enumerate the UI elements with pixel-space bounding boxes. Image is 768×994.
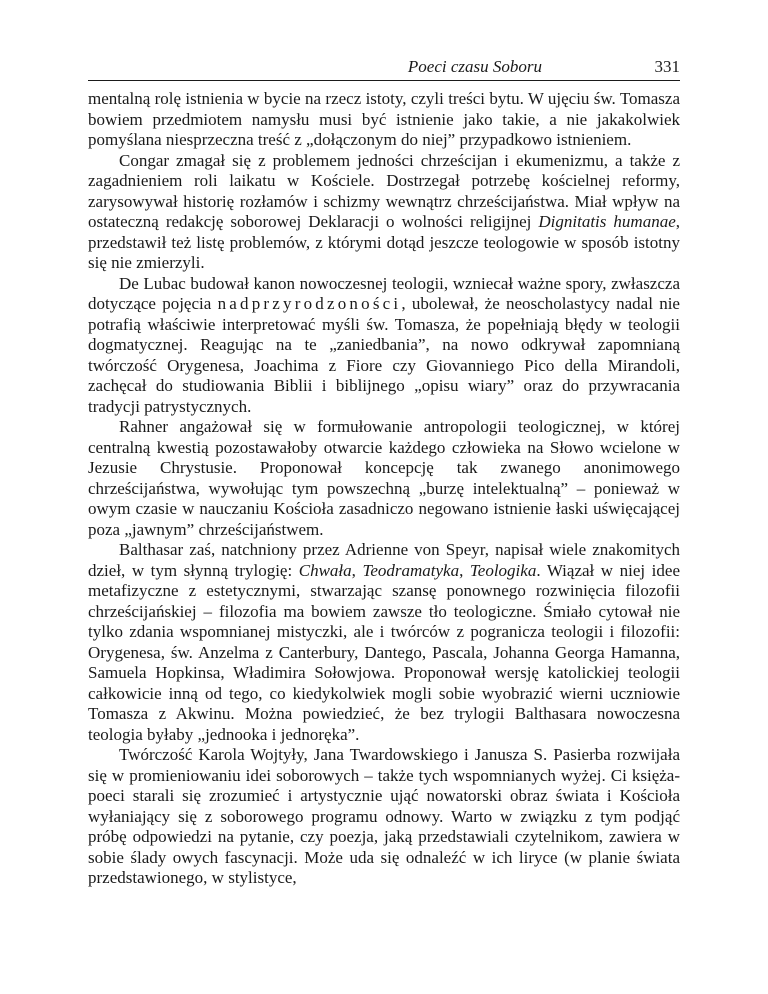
italic-title: Teologika [469,560,537,580]
paragraph [88,540,680,745]
body-text [88,89,680,889]
text-run: Rahner angażował się w formułowanie antropologii teologicznej, w której centralną kwestią pozostawałoby otwarcie każdego człowieka na Słowo wcielone w Jezusie Chrystusie. Proponował koncepcję tak zwanego anonimowego chrześcijaństwa, wywołując tym powszechną „burzę intelektualną” – ponieważ w owym czasie w nauczaniu Kościoła zasadniczo negowano istnienie łaski uświęcającej poza „jawnym” chrześcijaństwem. [88,417,680,539]
paragraph [88,745,680,889]
running-title: Poeci czasu Soboru [407,57,542,76]
paragraph [88,274,680,418]
italic-title: Dignitatis humanae [538,212,676,231]
italic-title: Teodramatyka [362,560,460,580]
text-run: , ubolewał, że neoscholastycy nadal nie potrafią właściwie interpretować myśli św. Tomasza, że popełniają błędy w teologii dogmatycznej. Reagując na te „zaniedbania”, na nowo odkrywał zapomnianą twórczość Orygenesa, Joachima z Fiore czy Giovanniego Pico della Mirandoli, zachęcał do studiowania Biblii i biblijnego „opisu wiary” oraz do przywracania tradycji patrystycznych. [88,294,680,416]
paragraph [88,89,680,151]
text-run: Balthasar zaś, natchniony przez Adrienne von Speyr, napisał wiele znakomitych dzieł, w tym słynną trylogię: [88,540,680,580]
spaced-term: nadprzyrodzoności [217,294,402,313]
paragraph [88,151,680,274]
paragraph [88,417,680,540]
text-run: Congar zmagał się z problemem jedności chrześcijan i ekumenizmu, a także z zagadnieniem roli laikatu w Kościele. Dostrzegał potrzebę kościelnej reformy, zarysowywał historię rozłamów i schizmy wewnątrz chrześcijaństwa. Miał wpływ na ostateczną redakcję soborowej Deklaracji o wolności religijnej [88,150,680,231]
text-run: . Wiązał w niej idee metafizyczne z estetycznymi, stwarzając szansę ponownego rozwinięcia filozofii chrześcijańskiej – filozofia ma bowiem zawsze tło teologiczne. Śmiało cytował nie tylko zdania wspomnianej mistyczki, ale i twórców z pogranicza teologii i filozofii: Orygenesa, św. Anzelma z Canterbury, Dantego, Pascala, Johanna Georga Hamanna, Samuela Hopkinsa, Władimira Sołowjowa. Proponował wersję katolickiej teologii całkowicie inną od tego, co kiedykolwiek mogli sobie wyobrazić wierni uczniowie Tomasza z Akwinu. Można powiedzieć, że bez trylogii Balthasara nowoczesna teologia byłaby „jednooka i jednoręka”. [88,560,680,744]
text-run: Twórczość Karola Wojtyły, Jana Twardowskiego i Janusza S. Pasierba rozwijała się w promieniowaniu idei soborowych – także tych wspomnianych wyżej. Ci księża-poeci starali się zrozumieć i artystycznie ująć nowatorski obraz świata i Kościoła wyłaniający się z soborowego programu odnowy. Warto w związku z tym podjąć próbę odpowiedzi na pytanie, czy poezja, jaką przedstawiali czytelnikom, zawiera w sobie ślady owych fascynacji. Może uda się odnaleźć w ich liryce (w planie świata przedstawionego, w stylistyce, [88,745,680,887]
text-run: , [351,560,363,580]
italic-title: Chwała [298,560,352,580]
text-run: mentalną rolę istnienia w bycie na rzecz istoty, czyli treści bytu. W ujęciu św. Tomasza bowiem przedmiotem namysłu musi być istnienie jako takie, a nie jakakolwiek pomyślana niesprzeczna treść z „dołączonym do niej” przypadkowo istnieniem. [88,89,680,149]
book-page [88,54,680,889]
running-header [88,54,680,81]
page-number: 331 [654,57,680,76]
text-run: , przedstawił też listę problemów, z którymi dotąd jeszcze teologowie w sposób istotny się nie zmierzyli. [88,212,680,272]
text-run: De Lubac budował kanon nowoczesnej teologii, wzniecał ważne spory, zwłaszcza dotyczące pojęcia [88,273,680,313]
text-run: , [459,560,470,580]
